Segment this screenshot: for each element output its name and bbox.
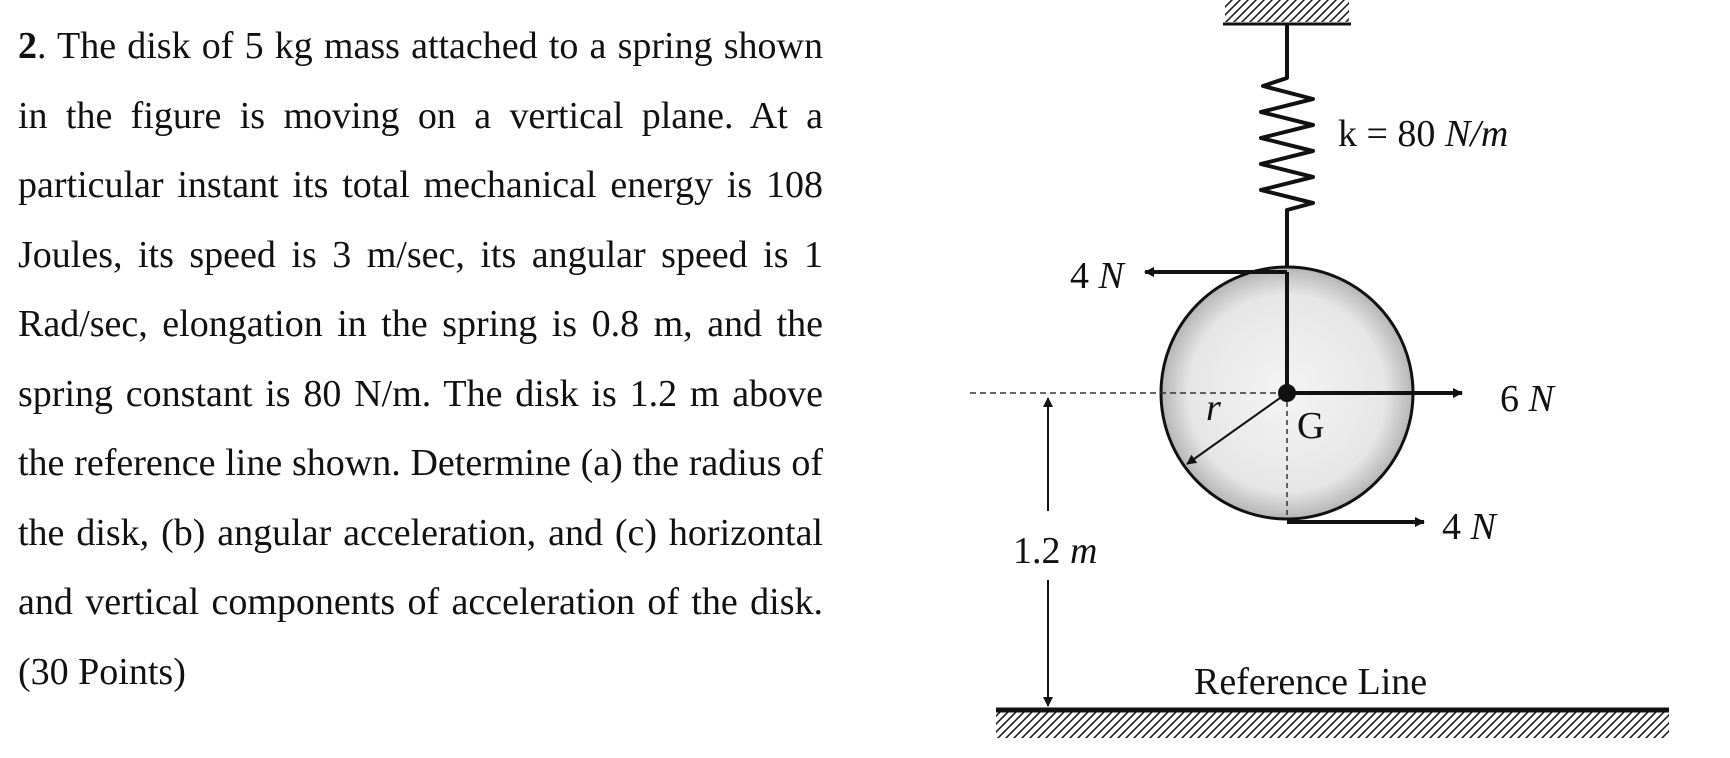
spring-constant-label: k = 80 N/m	[1338, 113, 1509, 155]
problem-text: . The disk of 5 kg mass attached to a spring shown in the figure is moving on a vertical plane. At a particular instant its total mechanical energy is 108 Joules, its speed is 3 m/sec, its angular speed is 1 Rad/sec, elongation in the spring is 0.8 m, and the spring constant is 80 N/m. The disk is 1.2 m above the reference line shown. Determine (a) the radius of the disk, (b) angular acceleration, and (c) horizontal and vertical components of acceleration of the disk. (30 Points)	[18, 25, 823, 693]
height-label: 1.2 m	[1013, 530, 1098, 572]
force-label-top: 4 N	[1070, 255, 1124, 297]
ground	[996, 710, 1669, 738]
force-label-bottom: 4 N	[1442, 506, 1496, 548]
force-label-right: 6 N	[1500, 378, 1554, 420]
radius-label: r	[1206, 387, 1221, 429]
spring	[1261, 24, 1313, 272]
problem-number: 2	[18, 25, 37, 67]
reference-line-label: Reference Line	[1194, 661, 1428, 703]
center-label: G	[1297, 405, 1325, 447]
ceiling-support	[1223, 0, 1351, 24]
